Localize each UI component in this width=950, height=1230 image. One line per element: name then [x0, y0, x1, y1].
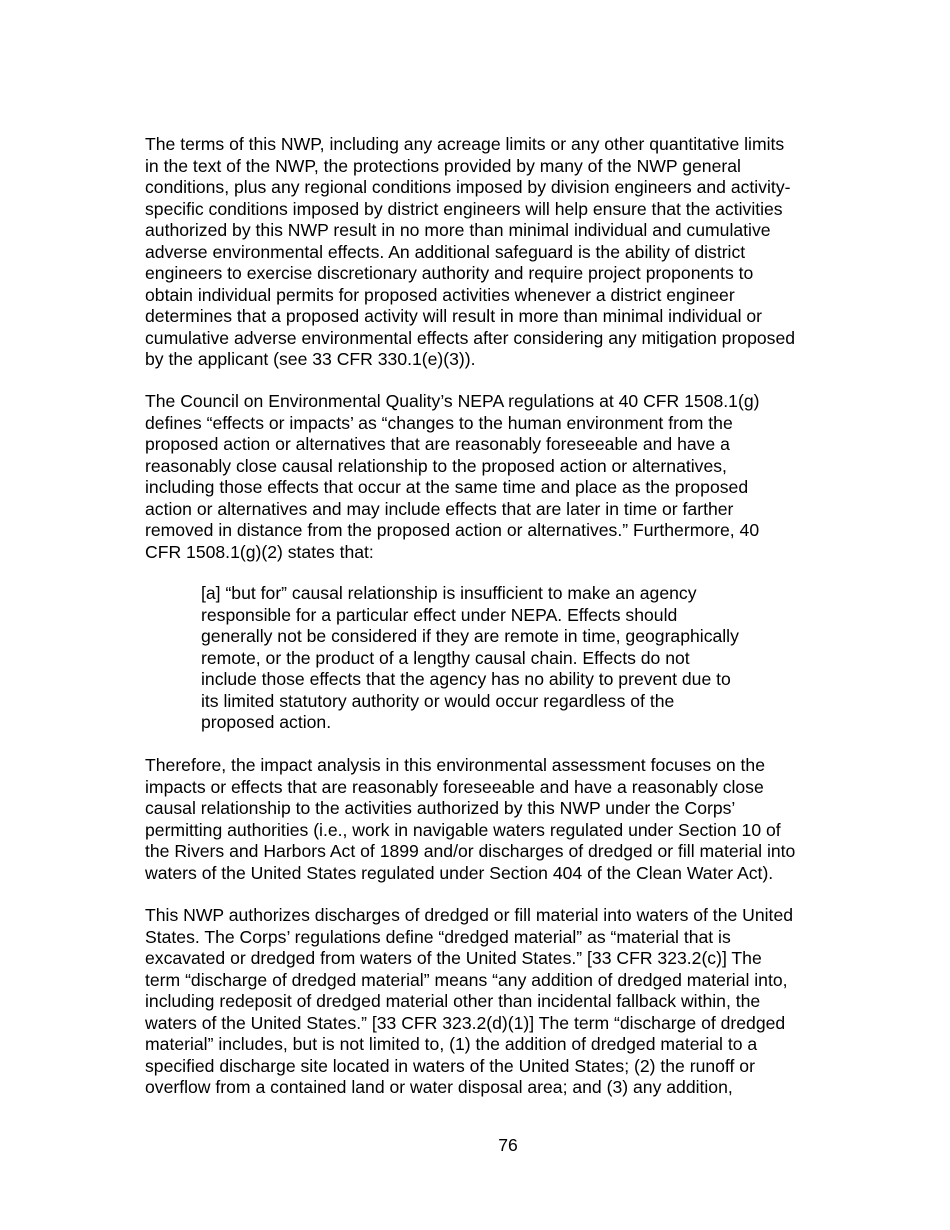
text-line: The terms of this NWP, including any acreage limits or any other quantitative limits: [145, 134, 785, 154]
text-line: CFR 1508.1(g)(2) states that:: [145, 541, 374, 562]
paragraph-ceq-nepa: [145, 391, 845, 563]
text-line: include those effects that the agency has no ability to prevent due to: [201, 669, 731, 689]
text-line: generally not be considered if they are remote in time, geographically: [201, 626, 739, 646]
text-line: responsible for a particular effect under NEPA. Effects should: [201, 604, 678, 625]
text-line: proposed action.: [201, 712, 332, 732]
text-line: remote, or the product of a lengthy causal chain. Effects do not: [201, 647, 690, 668]
text-line: in the text of the NWP, the protections provided by many of the NWP general: [145, 155, 741, 176]
text-line: permitting authorities (i.e., work in navigable waters regulated under Section 10 of: [145, 819, 781, 840]
page-number: 76: [498, 1135, 518, 1155]
text-line: proposed action or alternatives that are reasonably foreseeable and have a: [145, 434, 730, 454]
text-line: obtain individual permits for proposed activities whenever a district engineer: [145, 284, 735, 305]
text-line: removed in distance from the proposed action or alternatives.” Furthermore, 40: [145, 520, 760, 540]
text-line: cumulative adverse environmental effects after considering any mitigation proposed: [145, 327, 796, 348]
text-line: States. The Corps’ regulations define “dredged material” as “material that is: [145, 926, 731, 947]
text-line: by the applicant (see 33 CFR 330.1(e)(3)).: [145, 349, 476, 369]
text-line: defines “effects or impacts’ as “changes to the human environment from the: [145, 412, 733, 433]
text-line: including redeposit of dredged material other than incidental fallback within, the: [145, 991, 761, 1011]
text-line: The Council on Environmental Quality’s NEPA regulations at 40 CFR 1508.1(g): [145, 391, 760, 411]
text-line: authorized by this NWP result in no more than minimal individual and cumulative: [145, 220, 771, 240]
text-line: Therefore, the impact analysis in this environmental assessment focuses on the: [145, 755, 765, 775]
paragraph-dredged-material: [145, 905, 845, 1099]
text-line: overflow from a contained land or water disposal area; and (3) any addition,: [145, 1077, 733, 1097]
text-line: material” includes, but is not limited to, (1) the addition of dredged material to a: [145, 1034, 758, 1054]
text-line: impacts or effects that are reasonably foreseeable and have a reasonably close: [145, 776, 764, 797]
text-line: reasonably close causal relationship to the proposed action or alternatives,: [145, 455, 727, 476]
text-line: causal relationship to the activities authorized by this NWP under the Corps’: [145, 798, 736, 818]
text-line: specified discharge site located in waters of the United States; (2) the runoff or: [145, 1055, 755, 1076]
text-line: This NWP authorizes discharges of dredged or fill material into waters of the United: [145, 905, 794, 925]
paragraph-nwp-terms: [145, 134, 845, 371]
text-line: action or alternatives and may include effects that are later in time or farther: [145, 498, 734, 519]
text-line: specific conditions imposed by district engineers will help ensure that the activities: [145, 198, 783, 219]
text-line: adverse environmental effects. An additional safeguard is the ability of district: [145, 241, 746, 262]
text-line: conditions, plus any regional conditions imposed by division engineers and activity-: [145, 177, 791, 197]
text-line: the Rivers and Harbors Act of 1899 and/or discharges of dredged or fill material into: [145, 841, 796, 861]
text-line: excavated or dredged from waters of the United States.” [33 CFR 323.2(c)] The: [145, 948, 762, 968]
text-line: its limited statutory authority or would occur regardless of the: [201, 690, 675, 711]
text-line: including those effects that occur at the same time and place as the proposed: [145, 477, 749, 497]
text-line: term “discharge of dredged material” means “any addition of dredged material into,: [145, 969, 788, 990]
block-quote: [201, 583, 821, 734]
text-line: [a] “but for” causal relationship is insufficient to make an agency: [201, 583, 697, 603]
text-line: waters of the United States regulated under Section 404 of the Clean Water Act).: [145, 862, 774, 883]
text-line: determines that a proposed activity will result in more than minimal individual or: [145, 306, 763, 326]
text-line: waters of the United States.” [33 CFR 323.2(d)(1)] The term “discharge of dredged: [145, 1012, 786, 1033]
text-line: engineers to exercise discretionary authority and require project proponents to: [145, 263, 754, 283]
paragraph-impact-analysis: [145, 755, 845, 884]
